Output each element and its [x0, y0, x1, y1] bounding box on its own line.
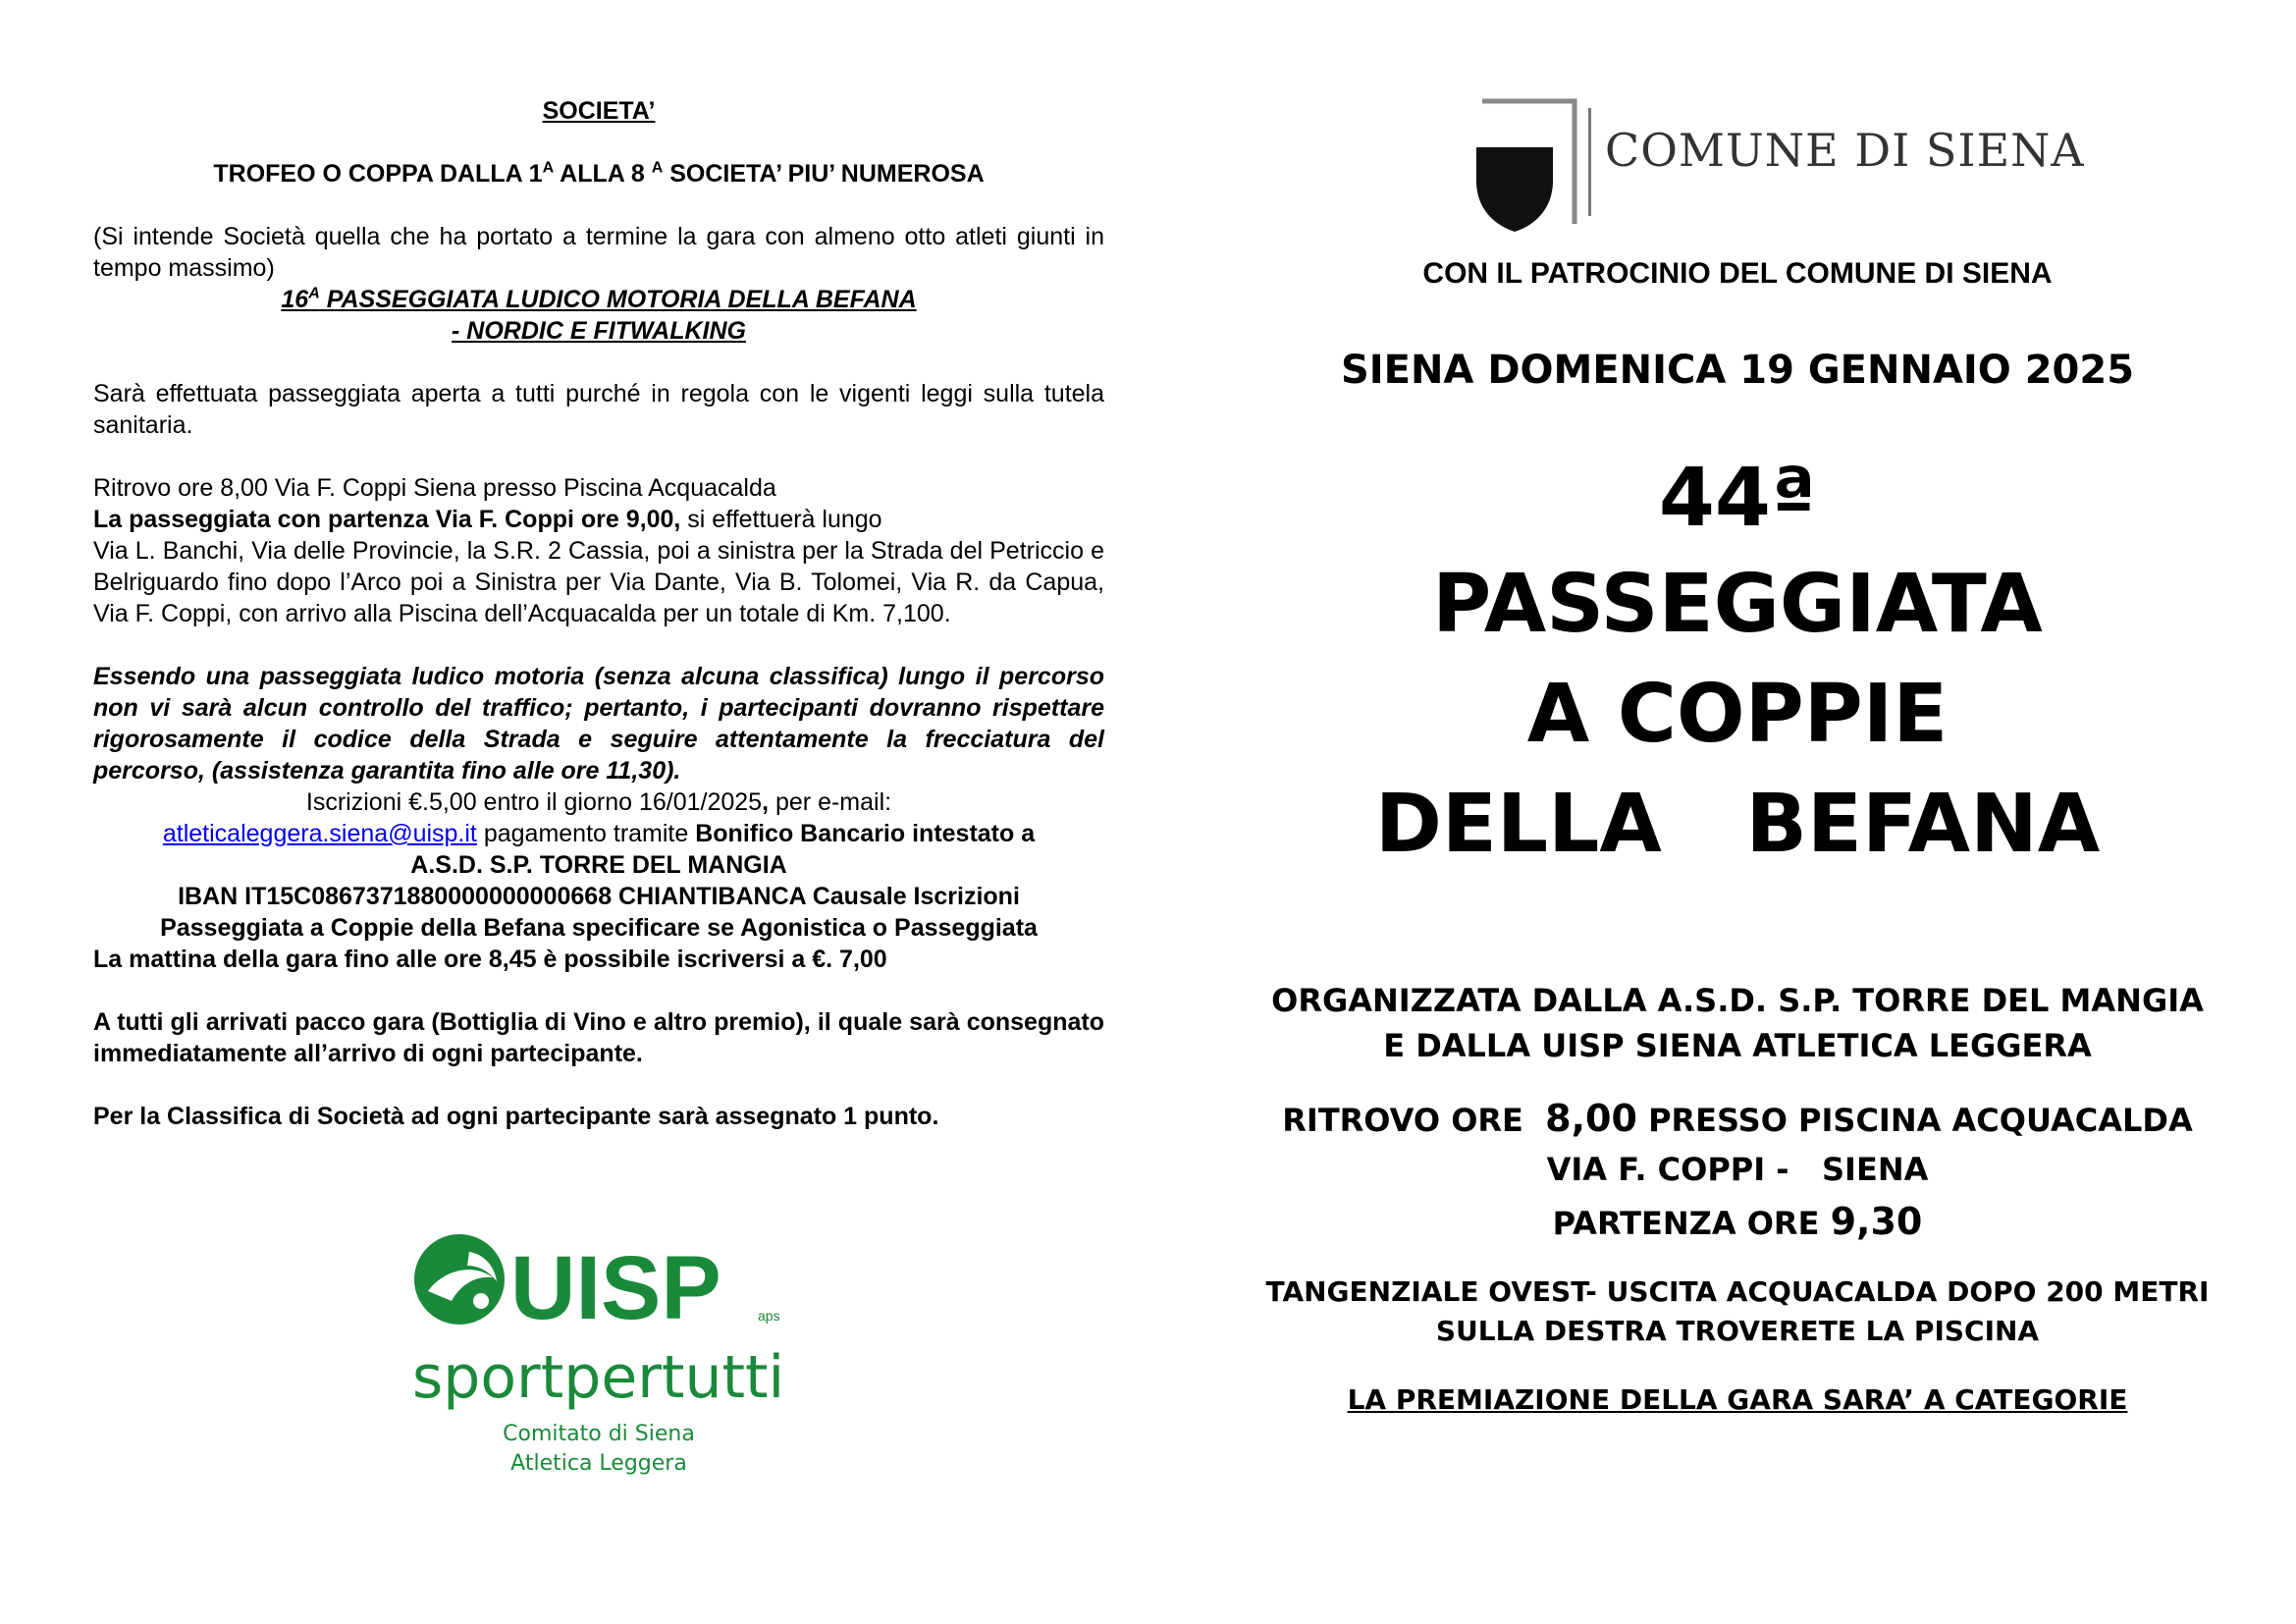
- society-name: A.S.D. S.P. TORRE DEL MANGIA: [410, 851, 787, 879]
- meeting-address: VIA F. COPPI - SIENA: [1546, 1151, 1929, 1188]
- comune-logo: [1237, 88, 2238, 245]
- classifica-line: Per la Classifica di Società ad ogni partecipante sarà assegnato 1 punto.: [93, 1103, 939, 1130]
- payment-line: atleticaleggera.siena@uisp.it pagamento tramite Bonifico Bancario intestato a: [162, 820, 1036, 847]
- causale-line: Passeggiata a Coppie della Befana specificare se Agonistica o Passeggiata: [160, 914, 1038, 942]
- event-date: SIENA DOMENICA 19 GENNAIO 2025: [1340, 348, 2135, 393]
- uisp-tagline: sportpertutti: [412, 1343, 785, 1412]
- patrocinio: CON IL PATROCINIO DEL COMUNE DI SIENA: [1422, 257, 2053, 290]
- route-start: La passeggiata con partenza Via F. Coppi ore 9,00, si effettuerà lungo: [93, 506, 882, 533]
- iban-line: IBAN IT15C0867371880000000000668 CHIANTIBANCA Causale Iscrizioni: [178, 883, 1020, 910]
- title-line-1: PASSEGGIATA: [1432, 558, 2043, 651]
- directions-1: TANGENZIALE OVEST- USCITA ACQUACALDA DOPO 200 METRI: [1265, 1275, 2210, 1308]
- traffic-warning: Essendo una passeggiata ludico motoria (senza alcuna classifica) lungo il percorso non vi sarà alcun controllo del traffico; pertanto, i partecipanti dovranno rispettare rigorosamente il codice della Strada e seguire attentamente la frecciatura del percorso, (assistenza garantita fino alle ore 11,30).: [93, 663, 1104, 785]
- pacco-gara: A tutti gli arrivati pacco gara (Bottiglia di Vino e altro premio), il quale sarà consegnato immediatamente all’arrivo di ogni partecipante.: [93, 1008, 1104, 1067]
- morning-registration: La mattina della gara fino alle ore 8,45 è possibile iscriversi a €. 7,00: [93, 946, 887, 973]
- title-line-3: DELLA BEFANA: [1374, 778, 2101, 871]
- registration-line: Iscrizioni €.5,00 entro il giorno 16/01/2025, per e-mail:: [305, 788, 892, 816]
- uisp-big-label: UISP: [510, 1238, 721, 1338]
- walk-subtitle: - NORDIC E FITWALKING: [452, 317, 746, 345]
- uisp-section: Atletica Leggera: [510, 1451, 687, 1476]
- organizer-2: E DALLA UISP SIENA ATLETICA LEGGERA: [1383, 1027, 2092, 1064]
- siena-shield-icon: [1472, 96, 1580, 234]
- logo-divider: [1588, 108, 1591, 216]
- title-line-2: A COPPIE: [1526, 668, 1949, 761]
- trophy-line: TROFEO O COPPA DALLA $1^A$ ALLA 8 $^A$ SOCIETA’ PIU’ NUMEROSA: [213, 159, 985, 188]
- societa-heading: SOCIETA’: [542, 97, 656, 125]
- directions-2: SULLA DESTRA TROVERETE LA PISCINA: [1435, 1315, 2040, 1347]
- society-note: (Si intende Società quella che ha portato a termine la gara con almeno otto atleti giunti in tempo massimo): [93, 223, 1104, 282]
- uisp-small-label: UISP: [449, 1234, 470, 1244]
- organizer-1: ORGANIZZATA DALLA A.S.D. S.P. TORRE DEL MANGIA: [1271, 982, 2204, 1019]
- start-time: PARTENZA ORE 9,30: [1552, 1200, 1923, 1243]
- comune-name: COMUNE DI SIENA: [1605, 124, 2085, 177]
- left-column: [93, 93, 1104, 1132]
- meeting-point: RITROVO ORE 8,00 PRESSO PISCINA ACQUACALDA: [1282, 1097, 2193, 1140]
- uisp-logo: [412, 1232, 795, 1488]
- walk-description: Sarà effettuata passeggiata aperta a tutti purché in regola con le vigenti leggi sulla tutela sanitaria.: [93, 380, 1104, 439]
- edition-number: 44ª: [1658, 452, 1817, 545]
- awards-note: LA PREMIAZIONE DELLA GARA SARA’ A CATEGORIE: [1347, 1383, 2128, 1416]
- uisp-aps-label: aps: [758, 1308, 780, 1324]
- uisp-committee: Comitato di Siena: [503, 1422, 695, 1446]
- right-column: [1237, 88, 2238, 1420]
- ritrovo-line: Ritrovo ore 8,00 Via F. Coppi Siena presso Piscina Acquacalda: [93, 474, 776, 502]
- route-description: Via L. Banchi, Via delle Provincie, la S.R. 2 Cassia, poi a sinistra per la Strada del Petriccio e Belriguardo fino dopo l’Arco poi a Sinistra per Via Dante, Via B. Tolomei, Via R. da Capua, Via F. Coppi, con arrivo alla Piscina dell’Acquacalda per un totale di Km. 7,100.: [93, 537, 1104, 627]
- walk-title: $16^A$ PASSEGGIATA LUDICO MOTORIA DELLA BEFANA: [281, 285, 917, 313]
- email-link[interactable]: atleticaleggera.siena@uisp.it: [162, 820, 477, 847]
